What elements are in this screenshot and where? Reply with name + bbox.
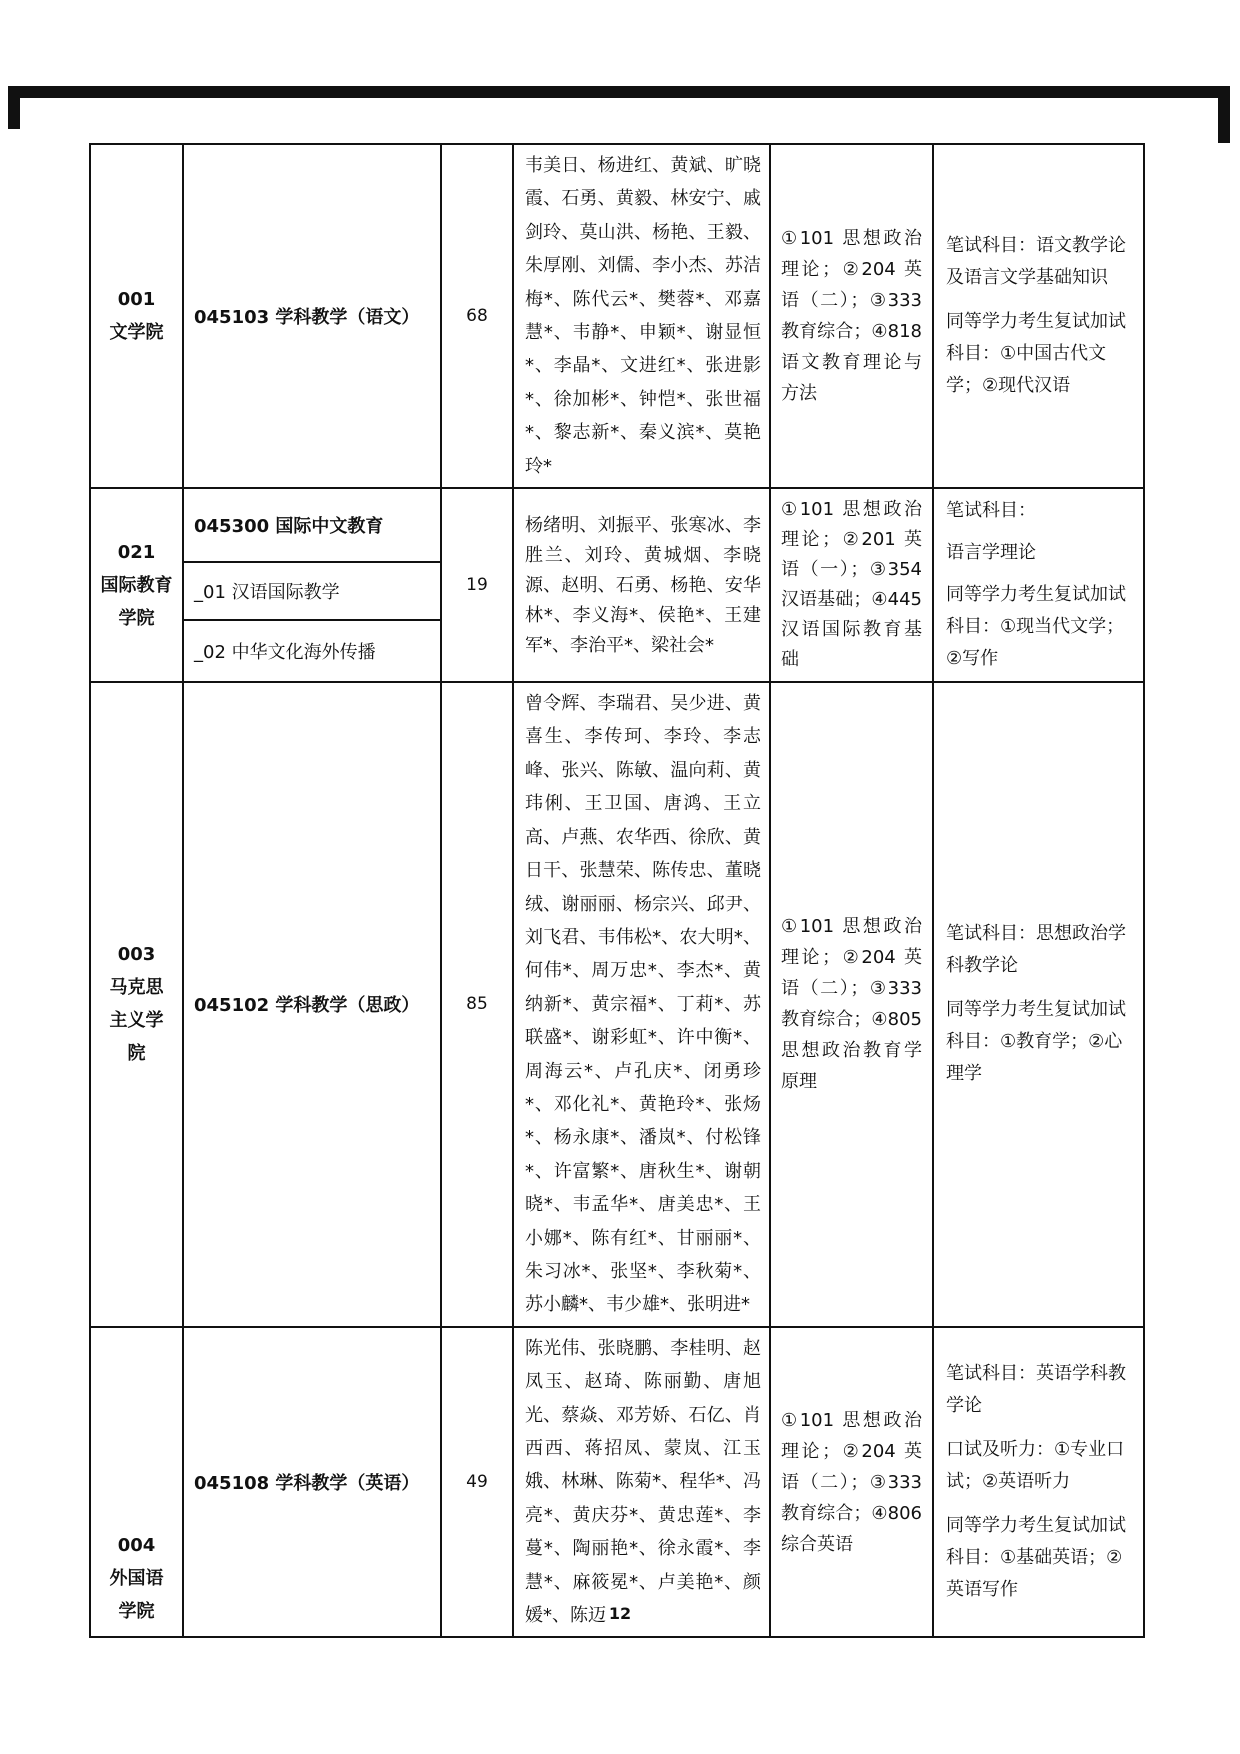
dept-code: 003 [117,944,156,966]
retest-subjects [933,488,1144,682]
enrollment-count: 68 [441,144,513,488]
major-name: 045103 学科教学（语文） [183,144,441,488]
dept-code: 001 [117,289,156,311]
retest-subjects [933,1327,1144,1638]
dept-cell [90,1327,183,1638]
table-row-foreign-languages [90,1327,1144,1638]
dept-cell [90,682,183,1327]
enrollment-count: 85 [441,682,513,1327]
supervisor-names: 曾令辉、李瑞君、吴少进、黄喜生、李传珂、李玲、李志峰、张兴、陈敏、温向莉、黄玮俐、王卫国、唐鸿、王立高、卢燕、农华西、徐欣、黄日干、张慧荣、陈传忠、董晓绒、谢丽丽、杨宗兴、邱尹、刘飞君、韦伟松*、农大明*、何伟*、周万忠*、李杰*、黄纳新*、黄宗福*、丁莉*、苏联盛*、谢彩虹*、许中衡*、周海云*、卢孔庆*、闭勇珍*、邓化礼*、黄艳玲*、张炀*、杨永康*、潘岚*、付松锋*、许富繁*、唐秋生*、谢朝晓*、韦孟华*、唐美忠*、王小娜*、陈有红*、甘丽丽*、朱习冰*、张坚*、李秋菊*、苏小麟*、韦少雄*、张明进* [513,682,770,1327]
major-name: 045108 学科教学（英语） [183,1327,441,1638]
top-border-right-corner [1218,86,1230,143]
sub-major-name: _01 汉语国际教学 [183,562,441,620]
exam-subjects: ①101 思想政治理论；②201 英语（一）；③354 汉语基础；④445 汉语国际教育基础 [770,488,933,682]
dept-name: 国际教育学院 [100,574,173,629]
dept-name: 文学院 [109,322,164,344]
sub-major-name: _02 中华文化海外传播 [183,620,441,682]
retest-item: 笔试科目：思想政治学科教学论 [946,923,1126,977]
retest-item: 笔试科目： [946,500,1036,522]
dept-code: 021 [117,541,156,563]
top-border-bar [8,86,1230,98]
retest-item: 笔试科目：语文教学论及语言文学基础知识 [946,235,1126,289]
supervisor-names: 韦美日、杨进红、黄斌、旷晓霞、石勇、黄毅、林安宁、戚剑玲、莫山洪、杨艳、王毅、朱厚刚、刘儒、李小杰、苏洁梅*、陈代云*、樊蓉*、邓嘉慧*、韦静*、申颖*、谢显恒*、李晶*、文进红*、张进影*、徐加彬*、钟恺*、张世福*、黎志新*、秦义滨*、莫艳玲* [513,144,770,488]
table-row-marxism [90,682,1144,1327]
supervisor-names: 陈光伟、张晓鹏、李桂明、赵凤玉、赵琦、陈丽勤、唐旭光、蔡焱、邓芳娇、石亿、肖西西、蒋招凤、蒙岚、江玉娥、林琳、陈菊*、程华*、冯亮*、黄庆芬*、黄忠莲*、李蔓*、陶丽艳*、徐永霞*、李慧*、麻筱冕*、卢美艳*、颜媛*、陈迈 [513,1327,770,1638]
retest-subjects [933,682,1144,1327]
dept-name: 外国语学院 [109,1568,164,1623]
exam-subjects: ①101 思想政治理论；②204 英语（二）；③333 教育综合；④805 思想政治教育学原理 [770,682,933,1327]
exam-subjects: ①101 思想政治理论；②204 英语（二）；③333 教育综合；④806 综合英语 [770,1327,933,1638]
retest-item: 同等学力考生复试加试科目：①现当代文学；②写作 [946,584,1126,670]
dept-cell [90,488,183,682]
dept-name: 马克思主义学院 [109,977,164,1065]
major-name: 045102 学科教学（思政） [183,682,441,1327]
retest-item: 同等学力考生复试加试科目：①中国古代文学；②现代汉语 [946,311,1126,397]
dept-code: 004 [117,1535,156,1557]
enrollment-count: 49 [441,1327,513,1638]
table-row-literature [90,144,1144,488]
page-number: 12 [608,1604,632,1623]
retest-subjects [933,144,1144,488]
major-name: 045300 国际中文教育 [183,488,441,562]
retest-item: 口试及听力：①专业口试；②英语听力 [946,1439,1125,1493]
enrollment-count: 19 [441,488,513,682]
table-row-international [90,488,1144,562]
retest-item: 笔试科目：英语学科教学论 [946,1363,1126,1417]
enrollment-table [89,143,1145,1638]
supervisor-names: 杨绪明、刘振平、张寒冰、李胜兰、刘玲、黄城烟、李晓源、赵明、石勇、杨艳、安华林*、李义海*、侯艳*、王建军*、李治平*、梁社会* [513,488,770,682]
dept-cell [90,144,183,488]
retest-item: 同等学力考生复试加试科目：①教育学；②心理学 [946,999,1126,1085]
top-border-left-corner [8,86,20,129]
retest-item: 语言学理论 [946,542,1036,564]
retest-item: 同等学力考生复试加试科目：①基础英语；②英语写作 [946,1515,1126,1601]
exam-subjects: ①101 思想政治理论；②204 英语（二）；③333 教育综合；④818 语文教育理论与方法 [770,144,933,488]
